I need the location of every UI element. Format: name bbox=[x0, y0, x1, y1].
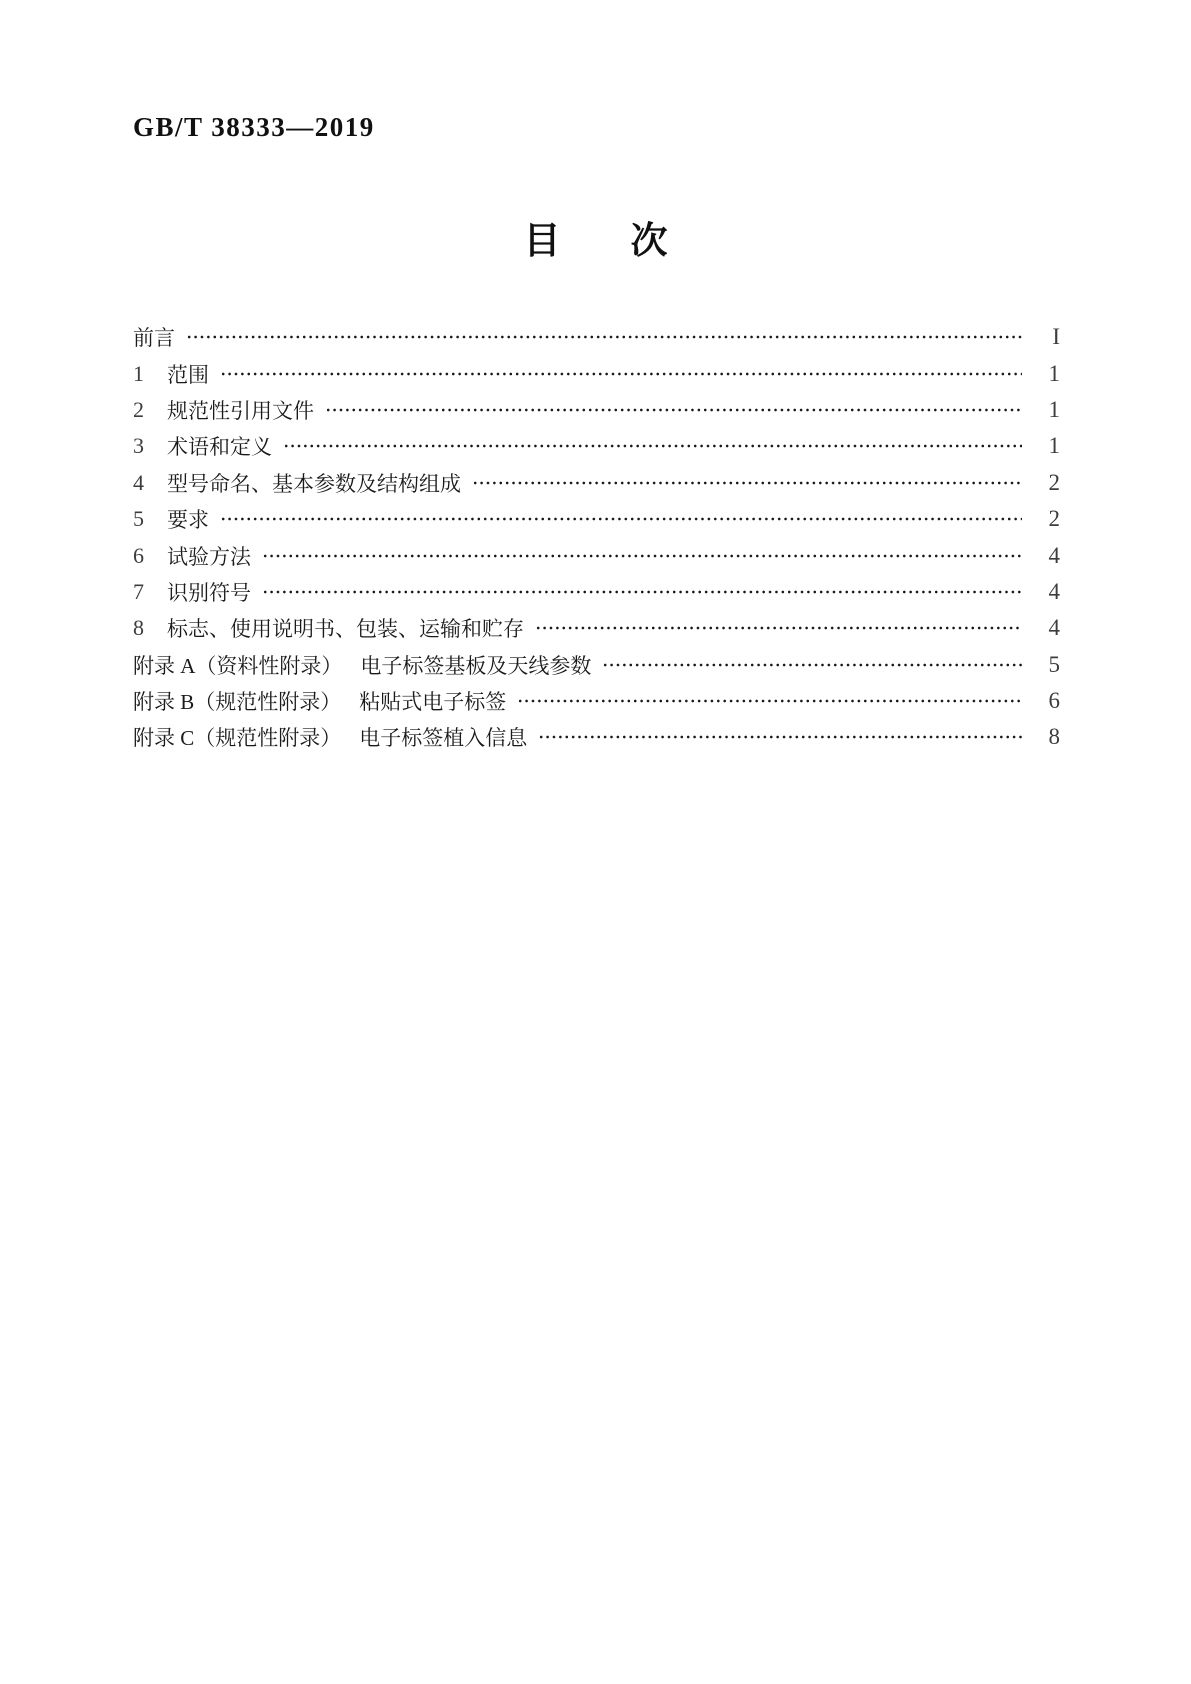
dot-leader bbox=[472, 478, 1022, 488]
toc-title bbox=[0, 222, 1191, 259]
toc-entry-title: 标志、使用说明书、包装、运输和贮存 bbox=[167, 617, 524, 642]
toc-entry-page: 1 bbox=[1048, 360, 1060, 386]
toc-entry-number: 6 bbox=[133, 542, 144, 568]
toc-title-char-2: 次 bbox=[630, 220, 668, 261]
dot-leader bbox=[220, 369, 1022, 379]
toc-entry-page: 4 bbox=[1048, 578, 1060, 604]
toc-entry-page: 6 bbox=[1048, 688, 1060, 714]
toc-entry-page: 4 bbox=[1048, 542, 1060, 568]
toc-entry bbox=[133, 355, 1060, 391]
toc-entry bbox=[133, 719, 1060, 755]
dot-leader bbox=[262, 551, 1022, 561]
toc-entry-number: 4 bbox=[133, 469, 144, 495]
toc-entry-title: 识别符号 bbox=[167, 580, 251, 605]
dot-leader bbox=[220, 514, 1022, 524]
toc-entry-page: 1 bbox=[1048, 396, 1060, 422]
toc-entry-title: 粘贴式电子标签 bbox=[359, 690, 507, 715]
toc-entry-title: 范围 bbox=[167, 362, 209, 387]
toc-entry-page: 2 bbox=[1048, 506, 1060, 532]
standard-code: GB/T 38333—2019 bbox=[133, 112, 375, 142]
toc-entry-number: 附录 B（规范性附录） bbox=[133, 690, 342, 715]
toc-entry-number: 1 bbox=[133, 360, 144, 386]
toc-entry bbox=[133, 465, 1060, 501]
toc-entry-page: 8 bbox=[1048, 724, 1060, 750]
toc-entry-title: 电子标签基板及天线参数 bbox=[360, 653, 592, 678]
toc-entry-number: 附录 A（资料性附录） bbox=[133, 653, 343, 678]
toc-entry-title: 型号命名、基本参数及结构组成 bbox=[167, 471, 461, 496]
toc-entry-title: 电子标签植入信息 bbox=[359, 726, 528, 751]
dot-leader bbox=[325, 405, 1022, 415]
toc-entry bbox=[133, 392, 1060, 428]
toc-entry bbox=[133, 610, 1060, 646]
toc-entry bbox=[133, 647, 1060, 683]
toc-entry-number: 2 bbox=[133, 396, 144, 422]
toc-entry-title: 规范性引用文件 bbox=[167, 398, 314, 423]
toc-entry-number: 5 bbox=[133, 506, 144, 532]
toc-entry-page: 4 bbox=[1048, 615, 1060, 641]
toc-entry-title: 前言 bbox=[133, 326, 175, 351]
toc-entry-page: I bbox=[1052, 324, 1060, 350]
toc-entry-number: 8 bbox=[133, 615, 144, 641]
toc-list bbox=[133, 319, 1060, 756]
toc-entry-number: 附录 C（规范性附录） bbox=[133, 726, 342, 751]
toc-entry-page: 2 bbox=[1048, 469, 1060, 495]
toc-entry-title: 术语和定义 bbox=[167, 435, 272, 460]
dot-leader bbox=[186, 332, 1022, 342]
toc-entry-number: 3 bbox=[133, 433, 144, 459]
toc-entry-number: 7 bbox=[133, 578, 144, 604]
dot-leader bbox=[517, 696, 1022, 706]
toc-entry bbox=[133, 428, 1060, 464]
toc-entry-title: 要求 bbox=[167, 508, 209, 533]
toc-entry bbox=[133, 501, 1060, 537]
toc-entry-page: 1 bbox=[1048, 433, 1060, 459]
toc-entry-page: 5 bbox=[1048, 651, 1060, 677]
dot-leader bbox=[283, 441, 1022, 451]
dot-leader bbox=[262, 587, 1022, 597]
toc-title-char-1: 目 bbox=[523, 220, 561, 261]
toc-entry bbox=[133, 683, 1060, 719]
toc-entry-title: 试验方法 bbox=[167, 544, 251, 569]
toc-entry bbox=[133, 537, 1060, 573]
dot-leader bbox=[535, 623, 1022, 633]
toc-entry bbox=[133, 319, 1060, 355]
dot-leader bbox=[538, 732, 1022, 742]
dot-leader bbox=[602, 660, 1022, 670]
toc-entry bbox=[133, 574, 1060, 610]
